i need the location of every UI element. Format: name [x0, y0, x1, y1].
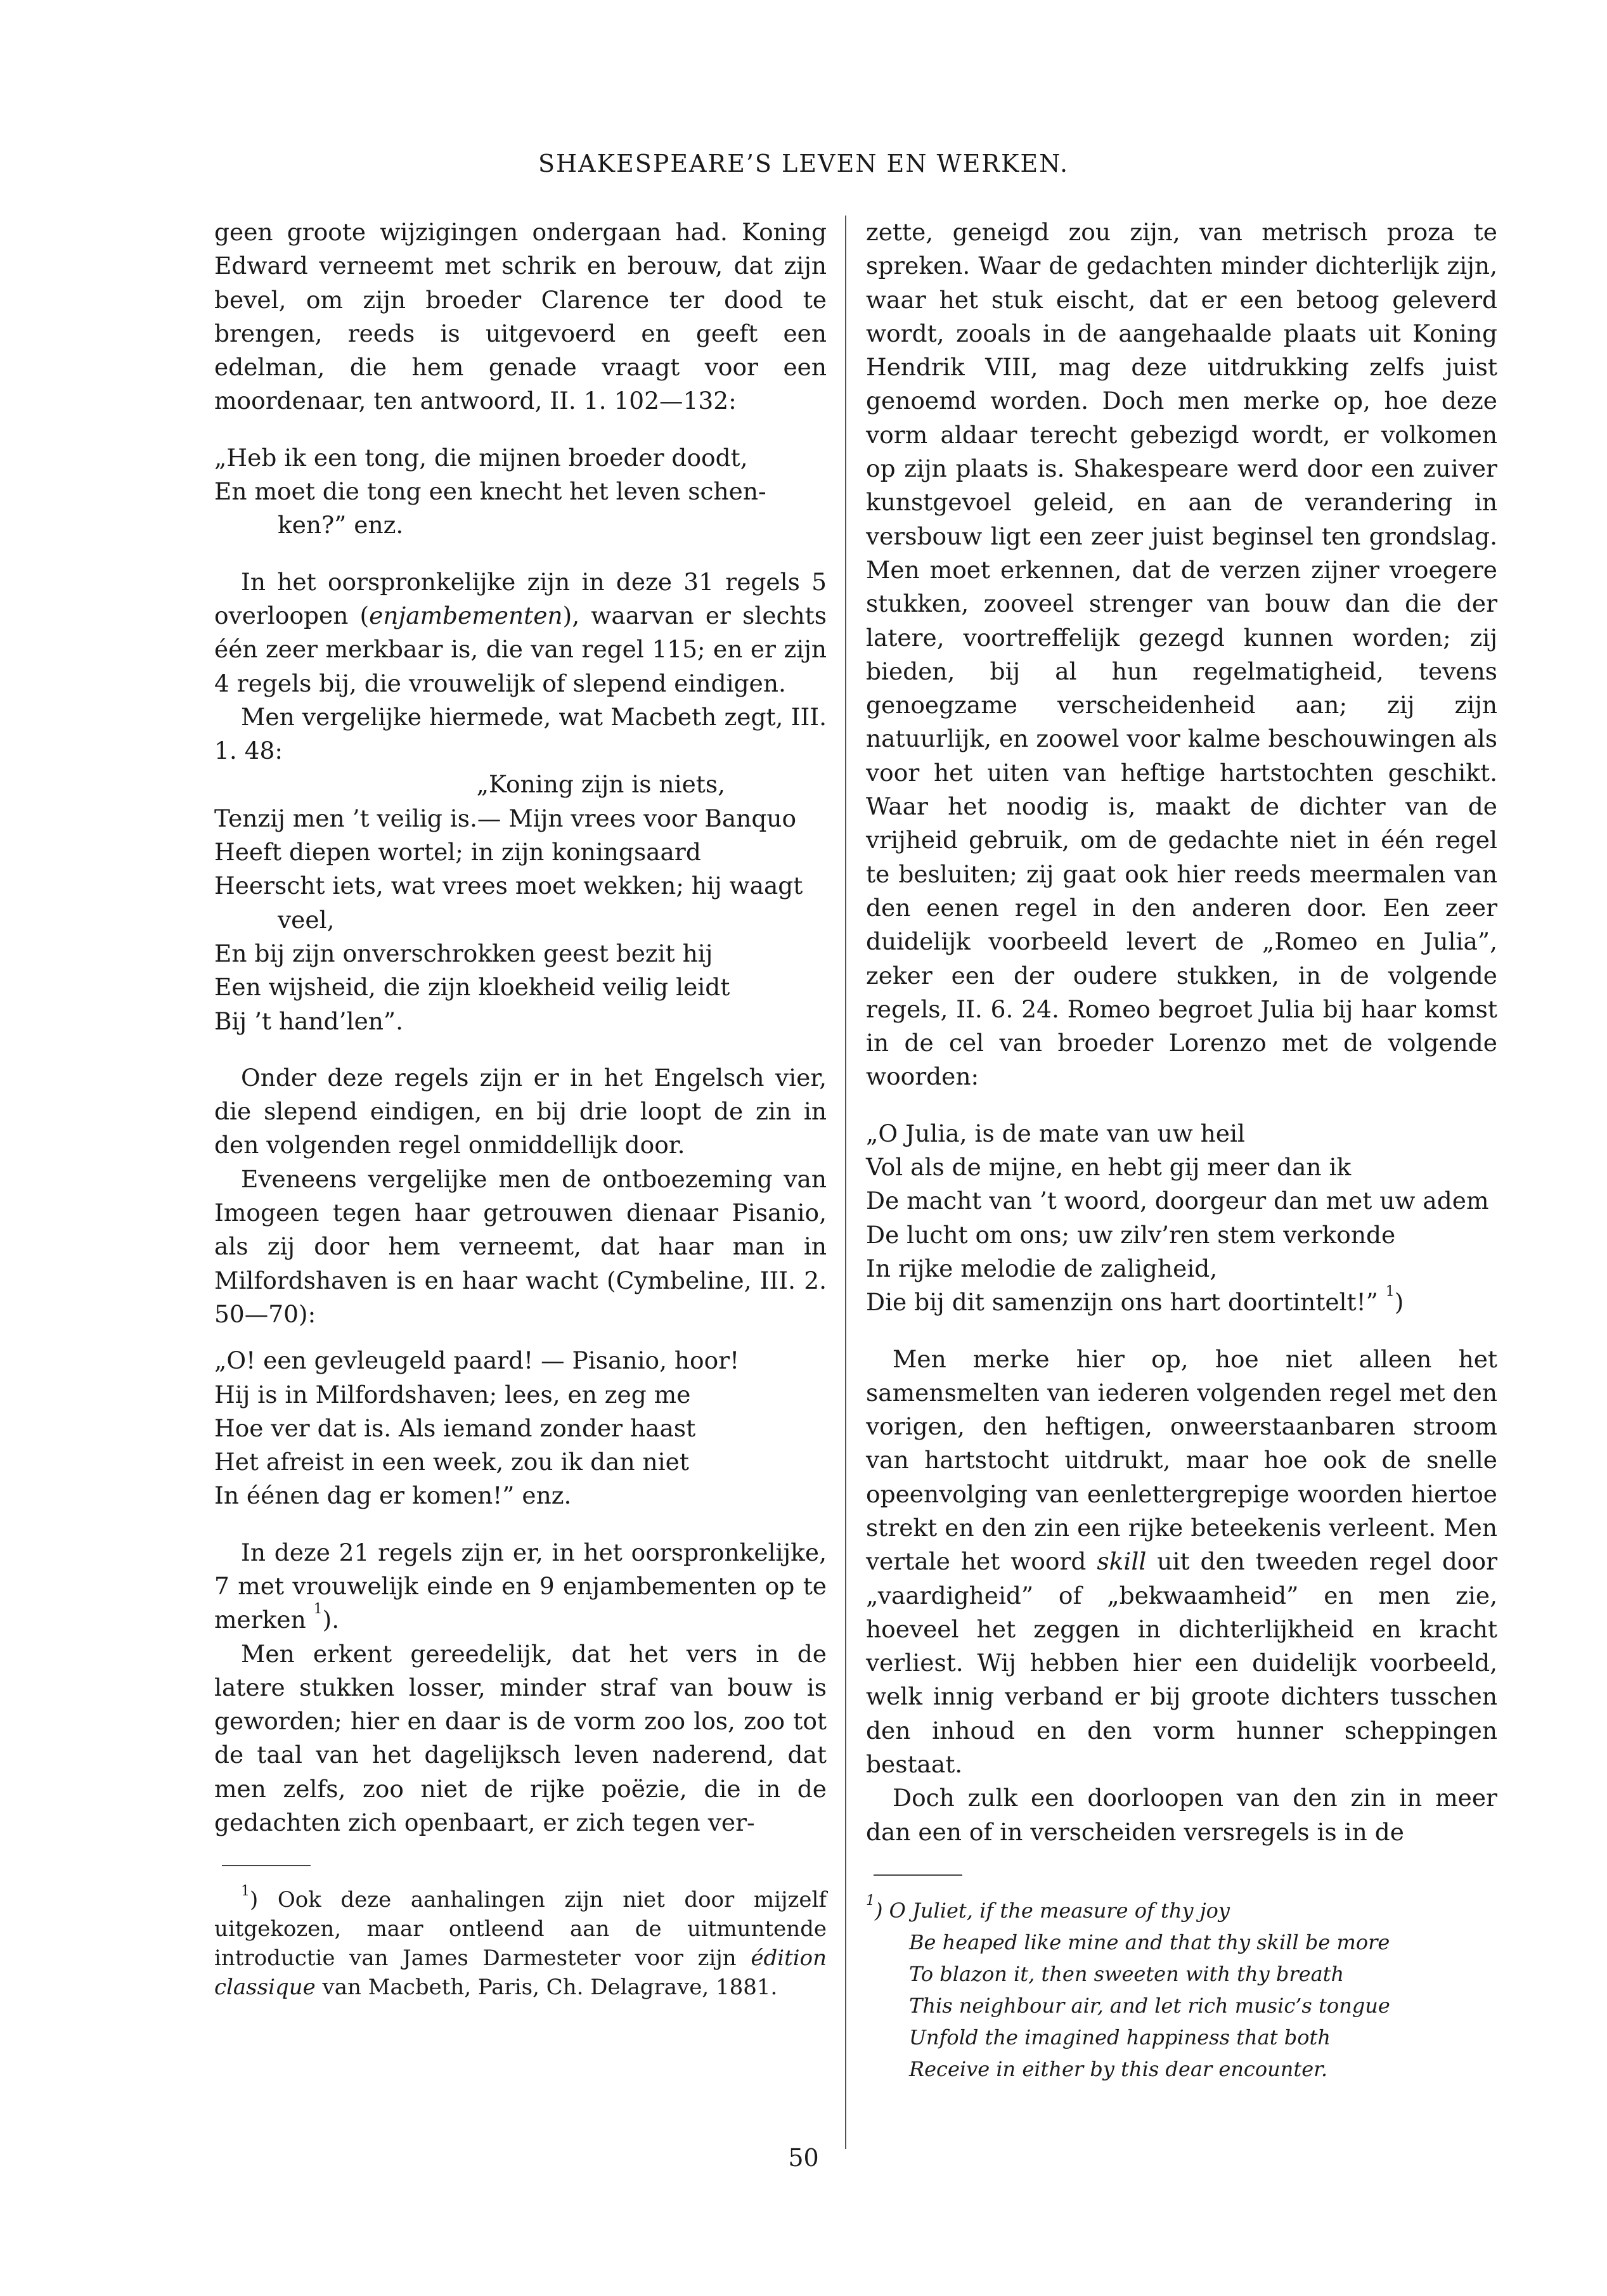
left-paragraph-1: geen groote wijzigingen ondergaan had. Koning Edward verneemt met schrik en berouw, dat zijn bevel, om zijn broeder Clarence ter dood te brengen, reeds is uitgevoerd en geeft een edelman, die hem genade vraagt voor een moordenaar, ten antwoord, II. 1. 102—132:	[214, 218, 827, 415]
quote-richard-iii	[214, 441, 827, 543]
footnote-right	[866, 1892, 1497, 2085]
left-paragraph-6: In deze 21 regels zijn er, in het oorspronkelijke, 7 met vrouwelijk einde en 9 enjambementen op te merken $^1$).	[214, 1538, 827, 1634]
term-skill: skill	[1097, 1547, 1147, 1576]
column-divider	[845, 216, 846, 2149]
footnote-line: This neighbour air, and let rich music’s tongue	[909, 1993, 1390, 2018]
right-paragraph-3: Doch zulk een doorloopen van den zin in meer dan een of in verscheiden versregels is in de	[866, 1784, 1497, 1846]
left-paragraph-5: Eveneens vergelijke men de ontboezeming van Imogeen tegen haar getrouwen dienaar Pisanio, als zij door hem verneemt, dat haar man in Milfordshaven is en haar wacht (Cymbeline, III. 2. 50—70):	[214, 1164, 827, 1328]
footnote-rule	[874, 1874, 962, 1876]
left-column	[214, 216, 827, 2002]
verse-line: Tenzij men ’t veilig is.— Mijn vrees voor Banquo	[214, 804, 797, 832]
verse-line: Hoe ver dat is. Als iemand zonder haast	[214, 1414, 696, 1442]
quote-romeo-juliet	[866, 1117, 1497, 1320]
quote-macbeth	[214, 768, 827, 1038]
footnote-marker: 1	[1385, 1284, 1395, 1300]
verse-line: De lucht om ons; uw zilv’ren stem verkonde	[866, 1220, 1396, 1249]
verse-line: En bij zijn onverschrokken geest bezit hij	[214, 939, 713, 967]
right-column	[866, 216, 1497, 2085]
verse-line: Bij ’t hand’len”.	[214, 1007, 404, 1035]
verse-line: Een wijsheid, die zijn kloekheid veilig leidt	[214, 973, 730, 1002]
left-paragraph-4: Onder deze regels zijn er in het Engelsch vier, die slepend eindigen, en bij drie loopt de zin in den volgenden regel onmiddellijk door.	[214, 1063, 827, 1159]
quote-cymbeline	[214, 1344, 827, 1512]
verse-line: „O! een gevleugeld paard! — Pisanio, hoor!	[214, 1346, 740, 1375]
footnote-line: Be heaped like mine and that thy skill be more	[909, 1930, 1390, 1954]
verse-line: In éénen dag er komen!” enz.	[214, 1481, 572, 1510]
verse-line: Die bij dit samenzijn ons hart doortintelt!” $^1$)	[866, 1284, 1404, 1317]
running-head: SHAKESPEARE’S LEVEN EN WERKEN.	[538, 150, 1069, 177]
verse-line: In rijke melodie de zaligheid,	[866, 1254, 1218, 1282]
verse-line: En moet die tong een knecht het leven schen-	[214, 477, 766, 506]
verse-line: „Koning zijn is niets,	[476, 770, 725, 799]
footnote-line: Receive in either by this dear encounter.	[909, 2056, 1328, 2081]
verse-line: Vol als de mijne, en hebt gij meer dan ik	[866, 1153, 1352, 1182]
footnote-line: $^1$) O Juliet, if the measure of thy joy	[866, 1892, 1230, 1923]
right-paragraph-1: zette, geneigd zou zijn, van metrisch proza te spreken. Waar de gedachten minder dichterlijk zijn, waar het stuk eischt, dat er een betoog geleverd wordt, zooals in de aangehaalde plaats uit Koning Hendrik VIII, mag deze uitdrukking zelfs juist genoemd worden. Doch men merke op, hoe deze vorm aldaar terecht gebezigd wordt, er volkomen op zijn plaats is. Shakespeare werd door een zuiver kunstgevoel geleid, en aan de verandering in versbouw ligt een zeer juist beginsel ten grondslag. Men moet erkennen, dat de verzen zijner vroegere stukken, zooveel strenger van bouw dan die der latere, voortreffelijk gezegd kunnen worden; zij bieden, bij al hun regelmatigheid, tevens genoegzame verscheidenheid aan; zij zijn natuurlijk, en zoowel voor kalme beschouwingen als voor het uiten van heftige hartstochten geschikt. Waar het noodig is, maakt de dichter van de vrijheid gebruik, om de gedachte niet in één regel te besluiten; zij gaat ook hier reeds meermalen van den eenen regel in den anderen door. Een zeer duidelijk voorbeeld levert de „Romeo en Julia”, zeker een der oudere stukken, in de volgende regels, II. 6. 24. Romeo begroet Julia bij haar komst in de cel van broeder Lorenzo met de volgende woorden:	[866, 218, 1497, 1091]
verse-line: Het afreist in een week, zou ik dan niet	[214, 1448, 689, 1476]
verse-line: De macht van ’t woord, doorgeur dan met uw adem	[866, 1187, 1489, 1215]
right-paragraph-2: Men merke hier op, hoe niet alleen het samensmelten van iederen volgenden regel met den vorigen, den heftigen, onweerstaanbaren stroom van hartstocht uitdrukt, maar hoe ook de snelle opeenvolging van eenlettergrepige woorden hiertoe strekt en den zin een rijke beteekenis verleent. Men vertale het woord skill uit den tweeden regel door „vaardigheid” of „bekwaamheid” en men zie, hoeveel het zeggen in dichterlijkheid en kracht verliest. Wij hebben hier een duidelijk voorbeeld, welk innig verband er bij groote dichters tusschen den inhoud en den vorm hunner scheppingen bestaat.	[866, 1345, 1497, 1779]
verse-line: ken?” enz.	[278, 511, 404, 539]
footnote-line: To blazon it, then sweeten with thy breath	[909, 1961, 1345, 1986]
verse-line: „Heb ik een tong, die mijnen broeder doodt,	[214, 443, 748, 472]
left-paragraph-7: Men erkent gereedelijk, dat het vers in de latere stukken losser, minder straf van bouw is geworden; hier en daar is de vorm zoo los, zoo tot de taal van het dagelijksch leven naderend, dat men zelfs, zoo niet de rijke poëzie, die in de gedachten zich openbaart, er zich tegen ver-	[214, 1639, 827, 1837]
footnote-line: Unfold the imagined happiness that both	[909, 2025, 1331, 2049]
verse-line: „O Julia, is de mate van uw heil	[866, 1119, 1245, 1147]
verse-line: Heeft diepen wortel; in zijn koningsaard	[214, 838, 701, 867]
footnote-left: $^1$) Ook deze aanhalingen zijn niet door mijzelf uitgekozen, maar ontleend aan de uitmuntende introductie van James Darmesteter voor zijn édition classique van Macbeth, Paris, Ch. Delagrave, 1881.	[214, 1883, 827, 2001]
verse-line: Heerscht iets, wat vrees moet wekken; hij waagt	[214, 872, 803, 900]
verse-line: veel,	[278, 905, 335, 934]
term-enjambementen: enjambementen	[369, 601, 563, 629]
left-paragraph-3: Men vergelijke hiermede, wat Macbeth zegt, III. 1. 48:	[214, 702, 827, 765]
verse-line: Hij is in Milfordshaven; lees, en zeg me	[214, 1380, 691, 1409]
left-paragraph-2: In het oorspronkelijke zijn in deze 31 regels 5 overloopen (enjambementen), waarvan er slechts één zeer merkbaar is, die van regel 115; en er zijn 4 regels bij, die vrouwelijk of slepend eindigen.	[214, 567, 827, 697]
page-number: 50	[788, 2144, 819, 2172]
footnote-rule	[222, 1865, 311, 1866]
footnote-marker: 1	[313, 1601, 323, 1618]
